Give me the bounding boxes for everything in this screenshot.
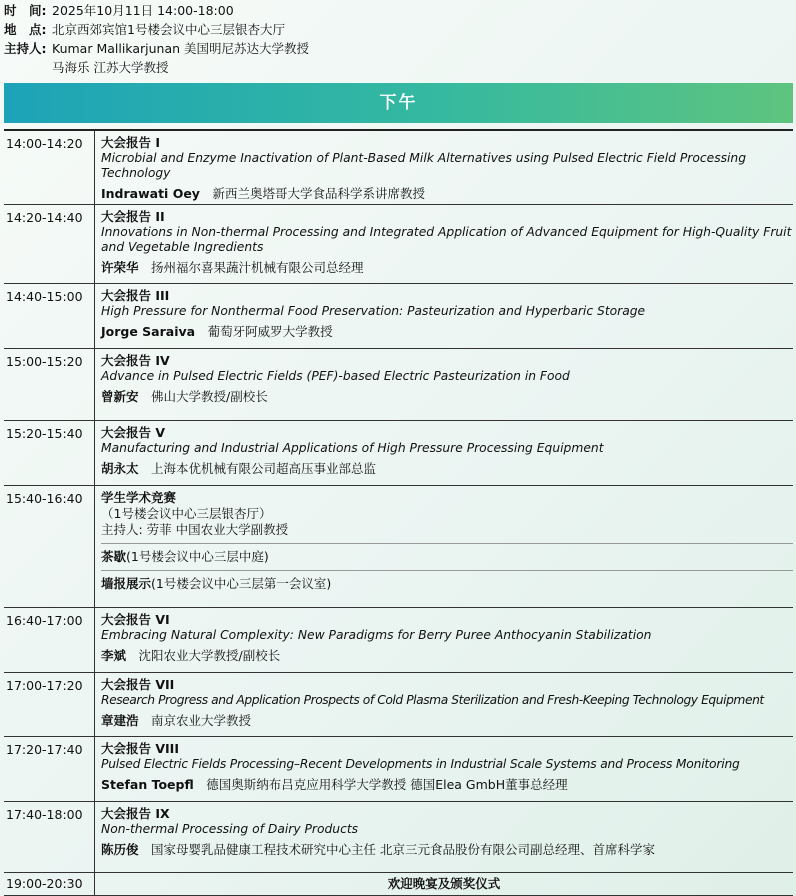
session-content xyxy=(95,673,793,736)
session-time: 15:20-15:40 xyxy=(4,421,95,485)
session-title: 大会报告 III xyxy=(101,288,170,303)
speaker-name: Stefan Toepfl xyxy=(101,777,194,792)
session-time: 14:00-14:20 xyxy=(4,131,95,204)
session-english-title: Manufacturing and Industrial Applications of High Pressure Processing Equipment xyxy=(101,441,604,455)
speaker-name: Indrawati Oey xyxy=(101,186,200,201)
host-1: Kumar Mallikarjunan 美国明尼苏达大学教授 xyxy=(52,41,310,56)
speaker-affiliation: 佛山大学教授/副校长 xyxy=(151,389,268,404)
session-content xyxy=(95,205,793,283)
session-time: 17:00-17:20 xyxy=(4,673,95,736)
speaker-affiliation: 扬州福尔喜果蔬汁机械有限公司总经理 xyxy=(151,260,364,275)
session-speaker xyxy=(101,389,793,405)
session-content xyxy=(95,284,793,348)
speaker-name: Jorge Saraiva xyxy=(101,324,196,339)
session-title: 大会报告 II xyxy=(101,209,165,224)
session-time: 15:00-15:20 xyxy=(4,349,95,420)
session-english-title: High Pressure for Nonthermal Food Preservation: Pasteurization and Hyperbaric Storage xyxy=(101,304,646,318)
speaker-affiliation: 葡萄牙阿威罗大学教授 xyxy=(207,324,333,339)
session-speaker xyxy=(101,461,793,477)
speaker-name: 许荣华 xyxy=(101,260,139,275)
session-speaker xyxy=(101,842,793,858)
session-time: 14:40-15:00 xyxy=(4,284,95,348)
session-row xyxy=(4,608,793,673)
session-speaker xyxy=(101,713,793,729)
speaker-affiliation: 新西兰奥塔哥大学食品科学系讲席教授 xyxy=(212,186,425,201)
session-content xyxy=(95,421,793,485)
session-title: 大会报告 VII xyxy=(101,677,175,692)
dinner-title: 欢迎晚宴及颁奖仪式 xyxy=(387,876,501,891)
session-english-title: Innovations in Non-thermal Processing and Integrated Application of Advanced Equipment for High-Quality Fruit and Vegetable Ingredients xyxy=(101,225,792,254)
session-row xyxy=(4,802,793,873)
competition-content xyxy=(95,486,793,607)
session-row xyxy=(4,421,793,486)
session-title: 大会报告 IX xyxy=(101,806,170,821)
session-speaker xyxy=(101,648,793,664)
competition-title: 学生学术竞赛 xyxy=(101,490,177,505)
time-value: 2025年10月11日 14:00-18:00 xyxy=(52,3,234,18)
speaker-affiliation: 上海本优机械有限公司超高压事业部总监 xyxy=(151,461,377,476)
place-label: 地 点: xyxy=(4,22,47,37)
session-time: 14:20-14:40 xyxy=(4,205,95,283)
session-title: 大会报告 V xyxy=(101,425,166,440)
poster-label: 墙报展示 xyxy=(101,576,152,591)
session-title: 大会报告 I xyxy=(101,135,161,150)
speaker-affiliation: 德国奥斯纳布吕克应用科学大学教授 德国Elea GmbH董事总经理 xyxy=(206,777,568,792)
speaker-affiliation: 沈阳农业大学教授/副校长 xyxy=(138,648,281,663)
session-content xyxy=(95,608,793,672)
poster-session xyxy=(101,570,793,597)
session-time: 15:40-16:40 xyxy=(4,486,95,607)
speaker-name: 胡永太 xyxy=(101,461,139,476)
session-english-title: Non-thermal Processing of Dairy Products xyxy=(101,822,359,836)
session-time: 17:40-18:00 xyxy=(4,802,95,872)
session-speaker xyxy=(101,186,793,202)
competition-venue: （1号楼会议中心三层银杏厅） xyxy=(101,506,272,521)
tea-break xyxy=(101,543,793,570)
speaker-name: 章建浩 xyxy=(101,713,139,728)
session-row xyxy=(4,349,793,421)
session-english-title: Microbial and Enzyme Inactivation of Plant-Based Milk Alternatives using Pulsed Electric Field Processing Technology xyxy=(101,151,747,180)
session-row xyxy=(4,673,793,737)
session-row xyxy=(4,205,793,284)
session-content xyxy=(95,802,793,872)
host-label: 主持人: xyxy=(4,41,47,56)
session-row xyxy=(4,737,793,802)
session-time: 16:40-17:00 xyxy=(4,608,95,672)
session-english-title: Embracing Natural Complexity: New Paradigms for Berry Puree Anthocyanin Stabilization xyxy=(101,628,652,642)
tea-break-venue: (1号楼会议中心三层中庭) xyxy=(126,549,269,564)
session-english-title: Advance in Pulsed Electric Fields (PEF)-based Electric Pasteurization in Food xyxy=(101,369,570,383)
session-content xyxy=(95,131,793,204)
place-value: 北京西郊宾馆1号楼会议中心三层银杏大厅 xyxy=(52,22,285,37)
meeting-info xyxy=(4,1,309,77)
afternoon-banner: 下午 xyxy=(4,83,793,123)
session-time: 17:20-17:40 xyxy=(4,737,95,801)
session-content xyxy=(95,737,793,801)
competition-host: 主持人: 劳菲 中国农业大学副教授 xyxy=(101,522,289,537)
session-title: 大会报告 IV xyxy=(101,353,170,368)
speaker-affiliation: 南京农业大学教授 xyxy=(151,713,252,728)
speaker-name: 曾新安 xyxy=(101,389,139,404)
session-title: 大会报告 VIII xyxy=(101,741,179,756)
schedule-table xyxy=(4,129,793,896)
session-title: 大会报告 VI xyxy=(101,612,170,627)
speaker-name: 陈历俊 xyxy=(101,842,139,857)
session-row xyxy=(4,284,793,349)
dinner-time: 19:00-20:30 xyxy=(4,873,95,895)
host-2: 马海乐 江苏大学教授 xyxy=(52,60,169,75)
speaker-name: 李斌 xyxy=(101,648,127,663)
session-speaker xyxy=(101,777,793,793)
session-english-title: Pulsed Electric Fields Processing–Recent Developments in Industrial Scale Systems and Process Monitoring xyxy=(101,757,740,771)
session-speaker xyxy=(101,324,793,340)
dinner-row xyxy=(4,873,793,896)
speaker-affiliation: 国家母婴乳品健康工程技术研究中心主任 北京三元食品股份有限公司副总经理、首席科学家 xyxy=(151,842,656,857)
session-speaker xyxy=(101,260,793,276)
session-content xyxy=(95,349,793,420)
session-english-title: Research Progress and Application Prospects of Cold Plasma Sterilization and Fresh-Keeping Technology Equipment xyxy=(101,693,764,707)
tea-break-label: 茶歇 xyxy=(101,549,127,564)
competition-row xyxy=(4,486,793,608)
time-label: 时 间: xyxy=(4,3,47,18)
session-row xyxy=(4,131,793,205)
poster-venue: (1号楼会议中心三层第一会议室) xyxy=(151,576,332,591)
